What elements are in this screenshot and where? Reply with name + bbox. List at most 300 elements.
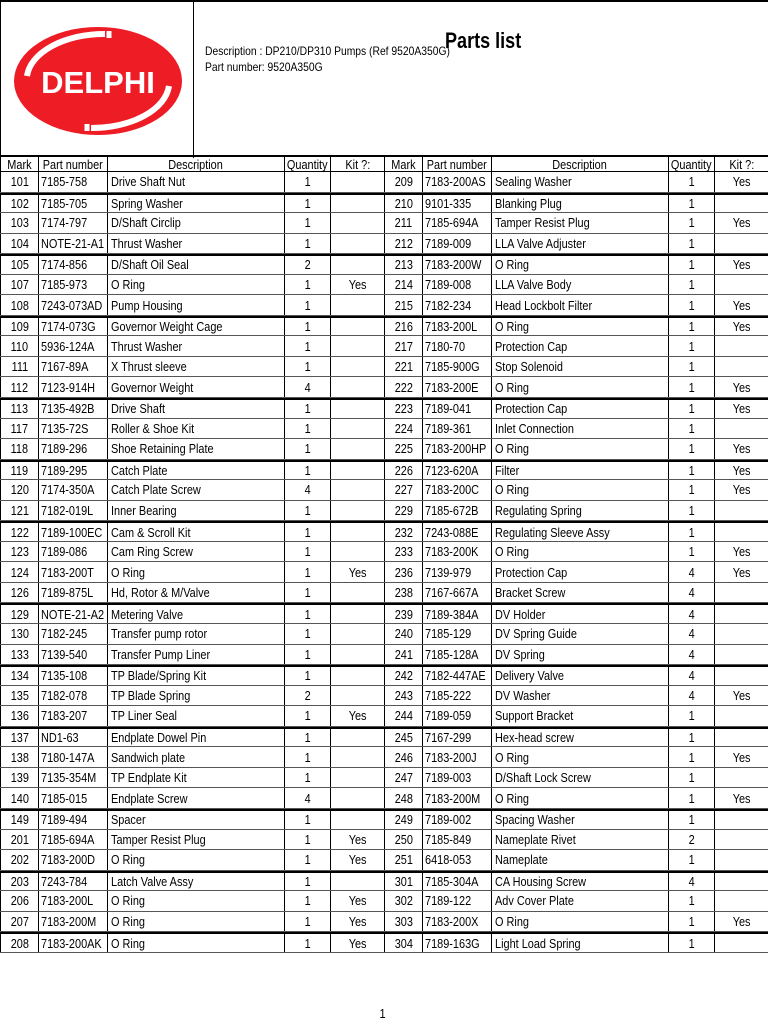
cell-quantity: 1 xyxy=(668,213,714,233)
table-row xyxy=(0,727,384,748)
cell-description: Adv Cover Plate xyxy=(491,891,668,911)
table-row xyxy=(384,665,768,686)
cell-quantity: 2 xyxy=(284,256,330,274)
cell-part-number: 7123-620A xyxy=(422,462,491,480)
cell-kit: Yes xyxy=(714,480,768,500)
cell-quantity: 4 xyxy=(668,873,714,891)
table-row xyxy=(384,234,768,255)
cell-quantity: 1 xyxy=(668,195,714,213)
cell-kit: Yes xyxy=(330,275,384,295)
cell-kit xyxy=(714,419,768,439)
cell-part-number: 7182-447AE xyxy=(422,667,491,685)
table-row xyxy=(0,439,384,460)
cell-part-number: ND1-63 xyxy=(38,729,107,747)
cell-mark: 105 xyxy=(0,256,38,274)
table-row xyxy=(0,193,384,214)
cell-kit: Yes xyxy=(714,562,768,582)
cell-quantity: 1 xyxy=(284,562,330,582)
document-part-number: Part number: 9520A350G xyxy=(205,60,323,74)
cell-mark: 238 xyxy=(384,583,422,603)
cell-description: Transfer Pump Liner xyxy=(107,645,284,665)
cell-description: Catch Plate xyxy=(107,462,284,480)
cell-mark: 111 xyxy=(0,357,38,377)
table-row xyxy=(0,357,384,378)
table-row xyxy=(0,871,384,892)
cell-quantity: 1 xyxy=(668,501,714,521)
table-row xyxy=(0,254,384,275)
cell-kit xyxy=(714,768,768,788)
cell-kit xyxy=(714,234,768,254)
cell-part-number: 7189-059 xyxy=(422,706,491,726)
cell-part-number: 7183-207 xyxy=(38,706,107,726)
cell-mark: 243 xyxy=(384,686,422,706)
cell-part-number: 7189-002 xyxy=(422,811,491,829)
cell-quantity: 2 xyxy=(668,830,714,850)
cell-description: Spacer xyxy=(107,811,284,829)
cell-mark: 303 xyxy=(384,912,422,932)
cell-quantity: 1 xyxy=(668,729,714,747)
cell-mark: 129 xyxy=(0,605,38,623)
cell-part-number: 7183-200HP xyxy=(422,439,491,459)
cell-description: Head Lockbolt Filter xyxy=(491,295,668,315)
cell-kit xyxy=(330,256,384,274)
cell-quantity: 1 xyxy=(668,850,714,870)
cell-part-number: 7183-200J xyxy=(422,747,491,767)
cell-part-number: 7189-008 xyxy=(422,275,491,295)
cell-kit: Yes xyxy=(714,439,768,459)
cell-description: Sandwich plate xyxy=(107,747,284,767)
cell-description: Protection Cap xyxy=(491,562,668,582)
cell-mark: 202 xyxy=(0,850,38,870)
cell-quantity: 1 xyxy=(668,256,714,274)
cell-part-number: 7189-163G xyxy=(422,934,491,952)
cell-quantity: 4 xyxy=(284,788,330,808)
cell-mark: 149 xyxy=(0,811,38,829)
cell-description: Drive Shaft Nut xyxy=(107,172,284,192)
cell-mark: 215 xyxy=(384,295,422,315)
table-row xyxy=(0,809,384,830)
cell-mark: 108 xyxy=(0,295,38,315)
cell-part-number: 6418-053 xyxy=(422,850,491,870)
cell-description: Transfer pump rotor xyxy=(107,624,284,644)
cell-description: Endplate Screw xyxy=(107,788,284,808)
table-row xyxy=(0,850,384,871)
cell-description: D/Shaft Circlip xyxy=(107,213,284,233)
table-row xyxy=(0,932,384,953)
cell-quantity: 4 xyxy=(668,562,714,582)
cell-quantity: 1 xyxy=(668,523,714,541)
cell-part-number: 7180-70 xyxy=(422,336,491,356)
cell-mark: 139 xyxy=(0,768,38,788)
cell-part-number: 7135-354M xyxy=(38,768,107,788)
cell-kit xyxy=(714,501,768,521)
cell-description: TP Liner Seal xyxy=(107,706,284,726)
cell-mark: 236 xyxy=(384,562,422,582)
cell-mark: 134 xyxy=(0,667,38,685)
cell-quantity: 4 xyxy=(668,645,714,665)
cell-quantity: 1 xyxy=(284,400,330,418)
cell-kit: Yes xyxy=(714,172,768,192)
table-row xyxy=(384,768,768,789)
cell-part-number: 7183-200L xyxy=(38,891,107,911)
cell-quantity: 1 xyxy=(284,195,330,213)
column-header-part-number: Part number xyxy=(422,157,491,171)
cell-description: Hex-head screw xyxy=(491,729,668,747)
cell-description: O Ring xyxy=(491,912,668,932)
cell-part-number: 7185-694A xyxy=(38,830,107,850)
table-row xyxy=(0,624,384,645)
cell-kit: Yes xyxy=(330,934,384,952)
cell-description: LLA Valve Body xyxy=(491,275,668,295)
table-row xyxy=(0,665,384,686)
svg-text:DELPHI: DELPHI xyxy=(41,65,155,100)
cell-part-number: 7123-914H xyxy=(38,377,107,397)
cell-kit xyxy=(330,667,384,685)
column-header-mark: Mark xyxy=(0,157,38,171)
cell-mark: 121 xyxy=(0,501,38,521)
cell-part-number: 7135-72S xyxy=(38,419,107,439)
cell-kit xyxy=(330,480,384,500)
cell-description: D/Shaft Oil Seal xyxy=(107,256,284,274)
cell-description: Inlet Connection xyxy=(491,419,668,439)
cell-kit: Yes xyxy=(714,542,768,562)
cell-quantity: 1 xyxy=(284,542,330,562)
cell-description: Latch Valve Assy xyxy=(107,873,284,891)
cell-mark: 246 xyxy=(384,747,422,767)
cell-mark: 104 xyxy=(0,234,38,254)
cell-description: Blanking Plug xyxy=(491,195,668,213)
cell-description: Filter xyxy=(491,462,668,480)
cell-mark: 212 xyxy=(384,234,422,254)
cell-part-number: 7185-694A xyxy=(422,213,491,233)
cell-description: O Ring xyxy=(491,480,668,500)
table-row xyxy=(0,583,384,604)
table-row xyxy=(384,747,768,768)
cell-part-number: 7183-200M xyxy=(38,912,107,932)
cell-kit xyxy=(330,213,384,233)
cell-quantity: 1 xyxy=(668,811,714,829)
table-row xyxy=(0,830,384,851)
cell-kit: Yes xyxy=(714,213,768,233)
cell-part-number: 7174-797 xyxy=(38,213,107,233)
table-row xyxy=(384,439,768,460)
cell-kit xyxy=(714,891,768,911)
cell-part-number: 7183-200D xyxy=(38,850,107,870)
table-row xyxy=(384,809,768,830)
cell-kit xyxy=(330,318,384,336)
cell-quantity: 1 xyxy=(668,336,714,356)
cell-quantity: 1 xyxy=(284,275,330,295)
cell-kit xyxy=(330,873,384,891)
cell-part-number: 7189-009 xyxy=(422,234,491,254)
cell-kit: Yes xyxy=(330,891,384,911)
cell-description: Support Bracket xyxy=(491,706,668,726)
cell-quantity: 4 xyxy=(284,377,330,397)
cell-quantity: 1 xyxy=(284,295,330,315)
cell-part-number: 7167-667A xyxy=(422,583,491,603)
cell-part-number: 7183-200K xyxy=(422,542,491,562)
cell-part-number: 7189-494 xyxy=(38,811,107,829)
cell-kit: Yes xyxy=(714,256,768,274)
cell-part-number: 7135-108 xyxy=(38,667,107,685)
cell-mark: 244 xyxy=(384,706,422,726)
cell-kit: Yes xyxy=(330,850,384,870)
cell-kit xyxy=(330,419,384,439)
cell-quantity: 1 xyxy=(284,768,330,788)
column-header-quantity: Quantity xyxy=(284,157,330,171)
cell-kit xyxy=(714,336,768,356)
cell-kit xyxy=(714,873,768,891)
cell-mark: 136 xyxy=(0,706,38,726)
cell-part-number: NOTE-21-A1 xyxy=(38,234,107,254)
cell-part-number: 7185-128A xyxy=(422,645,491,665)
cell-part-number: 7185-849 xyxy=(422,830,491,850)
cell-description: O Ring xyxy=(491,747,668,767)
cell-description: Protection Cap xyxy=(491,336,668,356)
cell-kit xyxy=(714,850,768,870)
table-row xyxy=(0,275,384,296)
cell-quantity: 4 xyxy=(668,605,714,623)
cell-quantity: 1 xyxy=(284,439,330,459)
table-row xyxy=(384,357,768,378)
cell-quantity: 1 xyxy=(668,234,714,254)
table-row xyxy=(384,213,768,234)
cell-description: O Ring xyxy=(491,318,668,336)
cell-description: O Ring xyxy=(491,256,668,274)
cell-kit xyxy=(714,357,768,377)
cell-kit xyxy=(330,439,384,459)
cell-kit: Yes xyxy=(714,747,768,767)
table-header-row xyxy=(0,155,384,172)
cell-description: Shoe Retaining Plate xyxy=(107,439,284,459)
table-row xyxy=(384,830,768,851)
cell-part-number: 7174-073G xyxy=(38,318,107,336)
cell-description: Governor Weight Cage xyxy=(107,318,284,336)
table-row xyxy=(384,419,768,440)
cell-quantity: 1 xyxy=(284,667,330,685)
cell-quantity: 1 xyxy=(668,357,714,377)
cell-mark: 227 xyxy=(384,480,422,500)
cell-mark: 201 xyxy=(0,830,38,850)
cell-part-number: 7189-296 xyxy=(38,439,107,459)
cell-mark: 109 xyxy=(0,318,38,336)
cell-quantity: 1 xyxy=(284,934,330,952)
cell-description: O Ring xyxy=(491,542,668,562)
cell-description: Nameplate xyxy=(491,850,668,870)
cell-quantity: 1 xyxy=(284,357,330,377)
cell-kit xyxy=(330,357,384,377)
table-row xyxy=(0,542,384,563)
cell-part-number: 7135-492B xyxy=(38,400,107,418)
cell-mark: 130 xyxy=(0,624,38,644)
cell-part-number: 7189-875L xyxy=(38,583,107,603)
cell-part-number: 7185-900G xyxy=(422,357,491,377)
cell-quantity: 1 xyxy=(284,605,330,623)
table-row xyxy=(384,521,768,542)
cell-mark: 107 xyxy=(0,275,38,295)
cell-part-number: 7183-200L xyxy=(422,318,491,336)
cell-part-number: 7189-384A xyxy=(422,605,491,623)
table-row xyxy=(0,234,384,255)
cell-description: Metering Valve xyxy=(107,605,284,623)
cell-mark: 123 xyxy=(0,542,38,562)
cell-mark: 251 xyxy=(384,850,422,870)
cell-quantity: 1 xyxy=(668,377,714,397)
cell-quantity: 1 xyxy=(284,213,330,233)
cell-quantity: 1 xyxy=(284,811,330,829)
cell-mark: 224 xyxy=(384,419,422,439)
cell-kit: Yes xyxy=(330,912,384,932)
table-row xyxy=(0,480,384,501)
cell-mark: 103 xyxy=(0,213,38,233)
cell-description: Light Load Spring xyxy=(491,934,668,952)
cell-kit xyxy=(330,501,384,521)
cell-description: DV Spring xyxy=(491,645,668,665)
cell-quantity: 1 xyxy=(668,295,714,315)
table-row xyxy=(0,172,384,193)
cell-mark: 207 xyxy=(0,912,38,932)
cell-mark: 216 xyxy=(384,318,422,336)
cell-kit xyxy=(714,624,768,644)
cell-quantity: 1 xyxy=(284,336,330,356)
table-row xyxy=(384,645,768,666)
cell-kit xyxy=(330,583,384,603)
cell-quantity: 1 xyxy=(284,172,330,192)
cell-part-number: 7185-304A xyxy=(422,873,491,891)
cell-kit xyxy=(714,195,768,213)
table-row xyxy=(0,213,384,234)
cell-kit: Yes xyxy=(330,830,384,850)
table-row xyxy=(384,912,768,933)
cell-mark: 140 xyxy=(0,788,38,808)
cell-quantity: 2 xyxy=(284,686,330,706)
logo-cell xyxy=(1,2,194,158)
cell-description: X Thrust sleeve xyxy=(107,357,284,377)
cell-quantity: 4 xyxy=(284,480,330,500)
cell-description: O Ring xyxy=(107,912,284,932)
delphi-logo xyxy=(13,26,183,136)
document-header xyxy=(0,0,768,156)
cell-mark: 229 xyxy=(384,501,422,521)
cell-quantity: 1 xyxy=(284,462,330,480)
cell-description: O Ring xyxy=(491,377,668,397)
cell-quantity: 1 xyxy=(668,788,714,808)
cell-description: Delivery Valve xyxy=(491,667,668,685)
document-description: Description : DP210/DP310 Pumps (Ref 9520A350G) xyxy=(205,44,450,58)
cell-mark: 250 xyxy=(384,830,422,850)
cell-description: Regulating Sleeve Assy xyxy=(491,523,668,541)
cell-description: TP Blade/Spring Kit xyxy=(107,667,284,685)
cell-part-number: 7185-129 xyxy=(422,624,491,644)
column-header-part-number: Part number xyxy=(38,157,107,171)
cell-mark: 225 xyxy=(384,439,422,459)
cell-part-number: 7189-086 xyxy=(38,542,107,562)
cell-description: Drive Shaft xyxy=(107,400,284,418)
cell-description: O Ring xyxy=(107,850,284,870)
cell-part-number: 7182-245 xyxy=(38,624,107,644)
cell-mark: 126 xyxy=(0,583,38,603)
cell-description: DV Spring Guide xyxy=(491,624,668,644)
cell-kit xyxy=(330,377,384,397)
cell-kit xyxy=(330,624,384,644)
cell-part-number: 7243-088E xyxy=(422,523,491,541)
column-header-mark: Mark xyxy=(384,157,422,171)
cell-mark: 110 xyxy=(0,336,38,356)
table-row xyxy=(0,501,384,522)
table-row xyxy=(0,768,384,789)
cell-kit xyxy=(330,747,384,767)
cell-kit: Yes xyxy=(714,377,768,397)
cell-kit xyxy=(330,768,384,788)
cell-kit xyxy=(714,667,768,685)
cell-mark: 304 xyxy=(384,934,422,952)
table-row xyxy=(384,583,768,604)
cell-mark: 137 xyxy=(0,729,38,747)
column-header-kit: Kit ?: xyxy=(330,157,384,171)
cell-mark: 221 xyxy=(384,357,422,377)
cell-kit: Yes xyxy=(714,462,768,480)
cell-description: DV Holder xyxy=(491,605,668,623)
cell-quantity: 1 xyxy=(668,747,714,767)
cell-kit xyxy=(714,523,768,541)
cell-part-number: 7189-361 xyxy=(422,419,491,439)
cell-kit: Yes xyxy=(714,912,768,932)
cell-kit: Yes xyxy=(714,686,768,706)
cell-mark: 206 xyxy=(0,891,38,911)
cell-part-number: 7182-019L xyxy=(38,501,107,521)
cell-part-number: 7167-89A xyxy=(38,357,107,377)
cell-description: Tamper Resist Plug xyxy=(107,830,284,850)
table-row xyxy=(0,747,384,768)
cell-quantity: 1 xyxy=(668,172,714,192)
cell-kit xyxy=(714,830,768,850)
table-row xyxy=(384,501,768,522)
table-row xyxy=(0,521,384,542)
cell-description: Catch Plate Screw xyxy=(107,480,284,500)
cell-quantity: 4 xyxy=(668,686,714,706)
table-row xyxy=(0,316,384,337)
cell-part-number: 7183-200X xyxy=(422,912,491,932)
table-row xyxy=(0,603,384,624)
cell-mark: 242 xyxy=(384,667,422,685)
cell-mark: 233 xyxy=(384,542,422,562)
table-row xyxy=(384,460,768,481)
cell-quantity: 1 xyxy=(284,501,330,521)
cell-mark: 210 xyxy=(384,195,422,213)
table-row xyxy=(384,377,768,398)
cell-mark: 117 xyxy=(0,419,38,439)
cell-mark: 240 xyxy=(384,624,422,644)
cell-part-number: 7243-784 xyxy=(38,873,107,891)
parts-table-left xyxy=(0,155,384,953)
cell-mark: 222 xyxy=(384,377,422,397)
cell-description: TP Endplate Kit xyxy=(107,768,284,788)
cell-part-number: 7167-299 xyxy=(422,729,491,747)
cell-quantity: 1 xyxy=(284,706,330,726)
cell-description: Thrust Washer xyxy=(107,336,284,356)
cell-kit: Yes xyxy=(714,788,768,808)
cell-mark: 302 xyxy=(384,891,422,911)
cell-quantity: 1 xyxy=(668,912,714,932)
cell-kit xyxy=(714,645,768,665)
table-row xyxy=(384,316,768,337)
cell-quantity: 1 xyxy=(284,912,330,932)
cell-mark: 301 xyxy=(384,873,422,891)
table-row xyxy=(384,172,768,193)
table-row xyxy=(384,480,768,501)
cell-quantity: 1 xyxy=(668,419,714,439)
cell-kit xyxy=(330,295,384,315)
